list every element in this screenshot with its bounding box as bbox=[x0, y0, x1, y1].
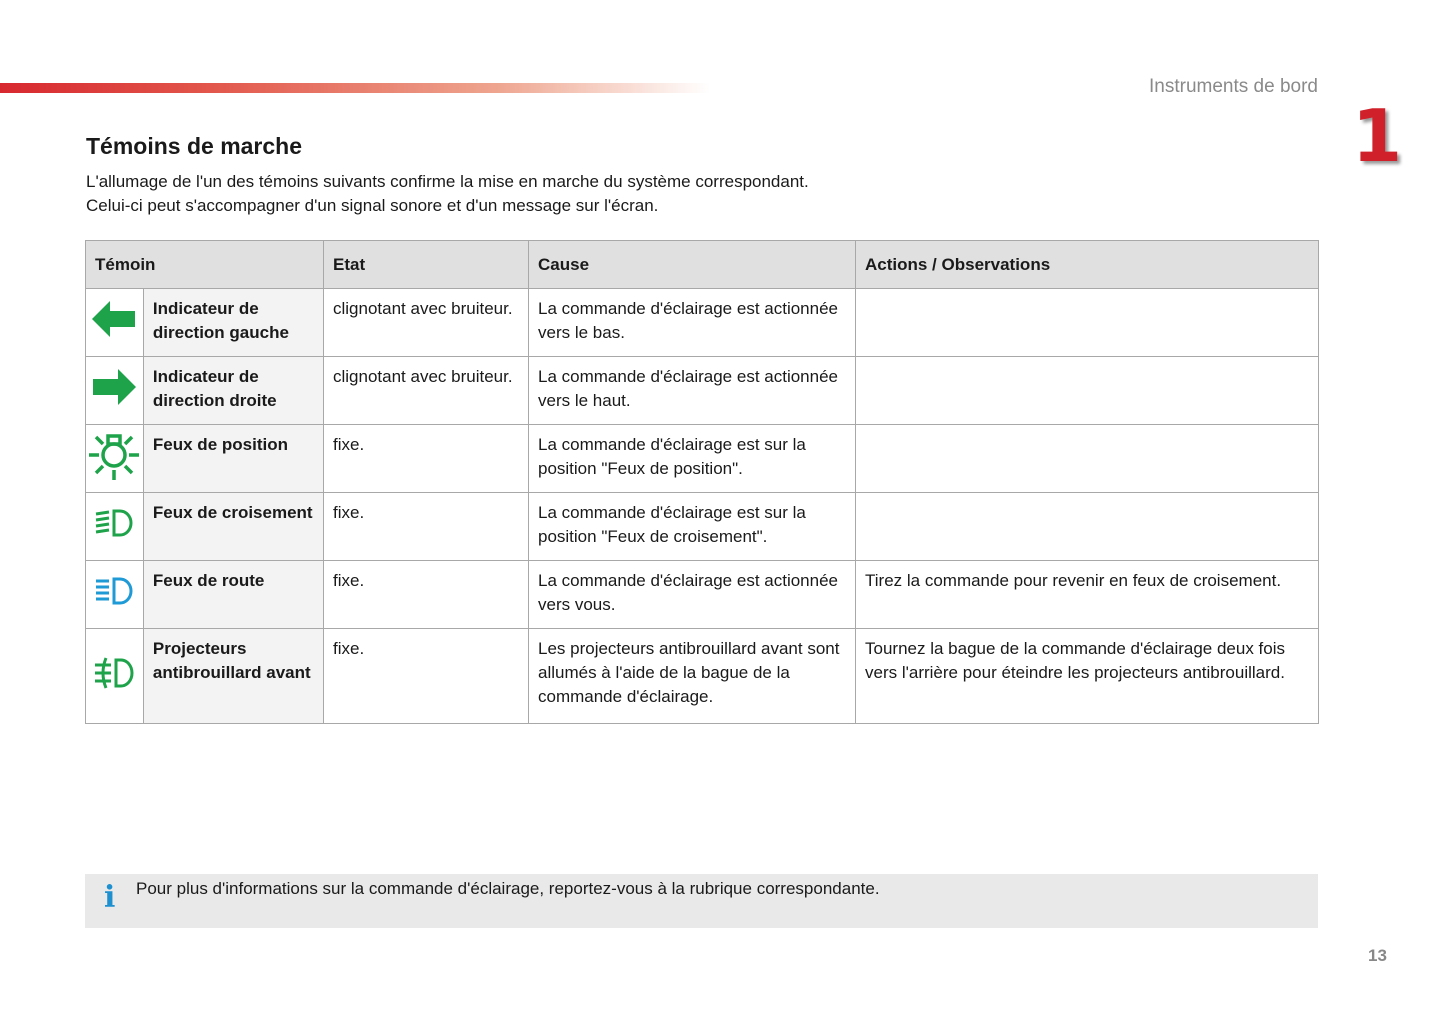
row-etat: fixe. bbox=[324, 561, 529, 629]
row-cause: La commande d'éclairage est actionnée vers vous. bbox=[529, 561, 856, 629]
row-cause: La commande d'éclairage est actionnée vers le bas. bbox=[529, 289, 856, 357]
row-name: Projecteurs antibrouillard avant bbox=[143, 629, 323, 724]
header-actions: Actions / Observations bbox=[856, 241, 1319, 289]
row-actions bbox=[856, 357, 1319, 425]
table-row bbox=[86, 289, 1319, 357]
table-row bbox=[86, 493, 1319, 561]
info-box bbox=[85, 874, 1318, 928]
page-title: Témoins de marche bbox=[86, 133, 303, 159]
intro-text bbox=[86, 170, 809, 218]
table-header bbox=[86, 241, 1319, 289]
section-title: Instruments de bord bbox=[1149, 76, 1318, 97]
row-name: Feux de route bbox=[143, 561, 323, 629]
header-gradient-bar bbox=[0, 83, 710, 93]
high-beam-icon bbox=[86, 561, 144, 629]
row-name: Feux de position bbox=[143, 425, 323, 493]
row-etat: fixe. bbox=[324, 425, 529, 493]
row-cause: La commande d'éclairage est sur la position "Feux de position". bbox=[529, 425, 856, 493]
row-actions bbox=[856, 425, 1319, 493]
intro-line: L'allumage de l'un des témoins suivants confirme la mise en marche du système correspondant. bbox=[86, 172, 809, 191]
chapter-number: 1 bbox=[1352, 94, 1403, 178]
arrow-right-icon bbox=[86, 357, 144, 425]
row-etat: fixe. bbox=[324, 629, 529, 724]
warning-lights-table bbox=[85, 240, 1319, 724]
position-lights-icon bbox=[86, 425, 144, 493]
row-actions bbox=[856, 493, 1319, 561]
row-etat: clignotant avec bruiteur. bbox=[324, 357, 529, 425]
info-icon: i bbox=[104, 880, 116, 915]
row-cause: La commande d'éclairage est actionnée vers le haut. bbox=[529, 357, 856, 425]
row-cause: La commande d'éclairage est sur la position "Feux de croisement". bbox=[529, 493, 856, 561]
header-etat: Etat bbox=[324, 241, 529, 289]
header-temoin: Témoin bbox=[86, 241, 324, 289]
row-actions bbox=[856, 289, 1319, 357]
intro-line: Celui-ci peut s'accompagner d'un signal sonore et d'un message sur l'écran. bbox=[86, 196, 659, 215]
row-name: Indicateur de direction gauche bbox=[143, 289, 323, 357]
low-beam-icon bbox=[86, 493, 144, 561]
row-name: Indicateur de direction droite bbox=[143, 357, 323, 425]
table-row bbox=[86, 425, 1319, 493]
row-actions: Tournez la bague de la commande d'éclairage deux fois vers l'arrière pour éteindre les projecteurs antibrouillard. bbox=[856, 629, 1319, 724]
table-row bbox=[86, 561, 1319, 629]
info-text: Pour plus d'informations sur la commande d'éclairage, reportez-vous à la rubrique correspondante. bbox=[136, 879, 880, 898]
arrow-left-icon bbox=[86, 289, 144, 357]
row-etat: fixe. bbox=[324, 493, 529, 561]
header-cause: Cause bbox=[529, 241, 856, 289]
page-number: 13 bbox=[1368, 946, 1387, 965]
front-fog-icon bbox=[86, 629, 144, 724]
row-etat: clignotant avec bruiteur. bbox=[324, 289, 529, 357]
table-row bbox=[86, 357, 1319, 425]
table-row bbox=[86, 629, 1319, 724]
row-cause: Les projecteurs antibrouillard avant sont allumés à l'aide de la bague de la commande d'éclairage. bbox=[529, 629, 856, 724]
row-name: Feux de croisement bbox=[143, 493, 323, 561]
row-actions: Tirez la commande pour revenir en feux de croisement. bbox=[856, 561, 1319, 629]
